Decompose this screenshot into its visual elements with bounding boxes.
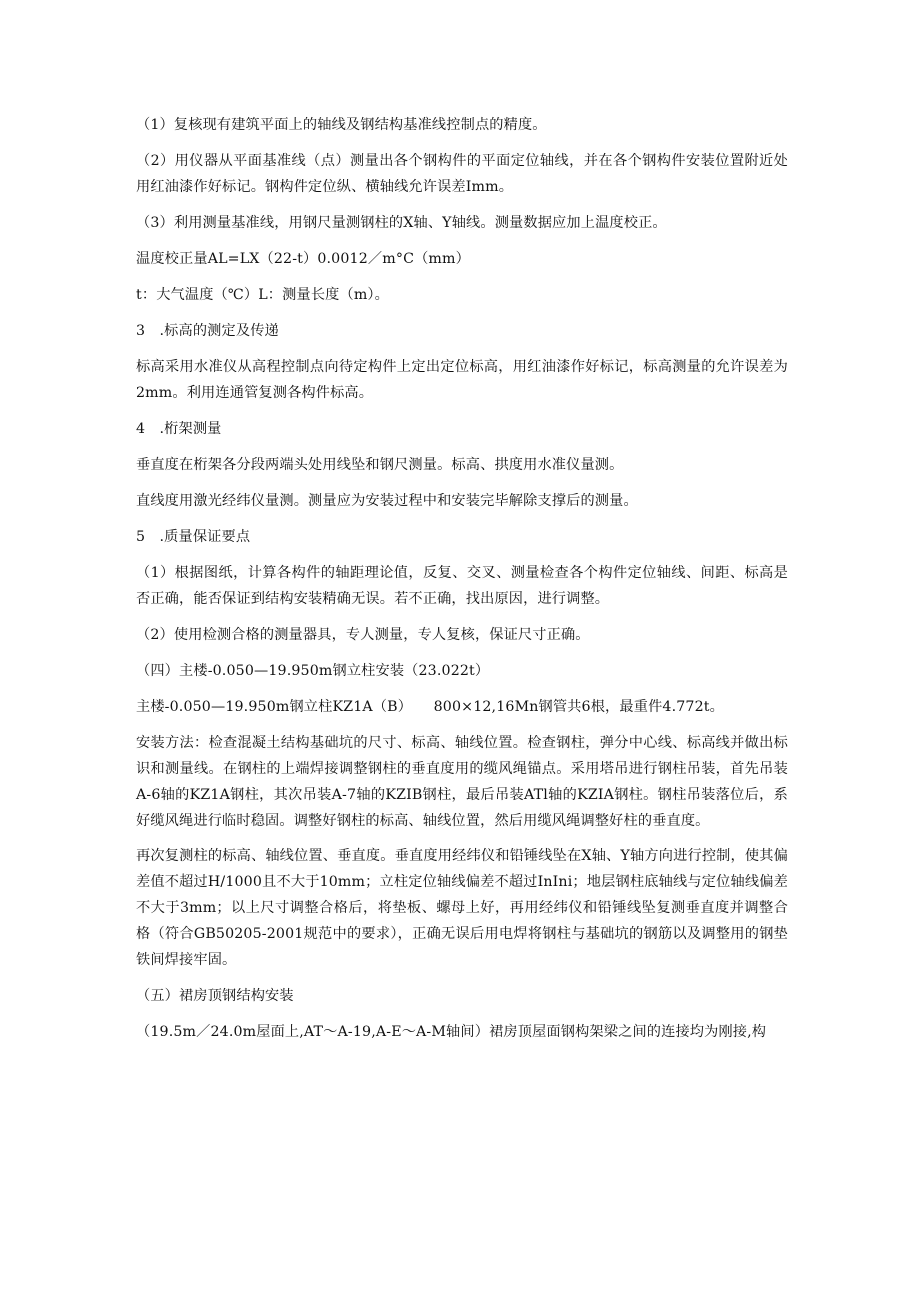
paragraph-install-method: 安装方法：检查混凝土结构基础坑的尺寸、标高、轴线位置。检查钢柱，弹分中心线、标高线并做出标识和测量线。在钢柱的上端焊接调整钢柱的垂直度用的缆风绳锚点。采用塔吊进行钢柱吊装，首先吊装A-6轴的KZ1A钢柱，其次吊装A-7轴的KZIB钢柱，最后吊装ATl轴的KZIA钢柱。钢柱吊装落位后，系好缆风绳进行临时稳固。调整好钢柱的标高、轴线位置，然后用缆风绳调整好柱的垂直度。: [136, 735, 788, 829]
heading-main-column: （四）主楼-0.050—19.950m钢立柱安装（23.022t）: [136, 663, 490, 679]
paragraph-main-column-spec: 主楼-0.050—19.950m钢立柱KZ1A（B） 800×12,16Mn钢管共6根，最重件4.772t。: [136, 699, 724, 715]
paragraph-temperature-legend: t：大气温度（℃）L：测量长度（m）。: [136, 287, 390, 303]
paragraph-elevation: 标高采用水准仪从高程控制点向待定构件上定出定位标高，用红油漆作好标记，标高测量的允许误差为2mm。利用连通管复测各构件标高。: [136, 359, 788, 401]
paragraph-steel-ruler: （3）利用测量基准线，用钢尺量测钢柱的X轴、Y轴线。测量数据应加上温度校正。: [136, 215, 667, 231]
paragraph-review-axis: （1）复核现有建筑平面上的轴线及钢结构基准线控制点的精度。: [136, 117, 547, 133]
paragraph-truss-verticality: 垂直度在桁架各分段两端头处用线坠和钢尺测量。标高、拱度用水准仪量测。: [136, 457, 624, 473]
paragraph-podium-roof: （19.5m／24.0m屋面上,AT～A-19,A-E～A-M轴间）裙房顶屋面钢构架梁之间的连接均为刚接,构: [136, 1024, 767, 1040]
paragraph-truss-straightness: 直线度用激光经纬仪量测。测量应为安装过程中和安装完毕解除支撑后的测量。: [136, 493, 638, 509]
paragraph-recheck: 再次复测柱的标高、轴线位置、垂直度。垂直度用经纬仪和铅锤线坠在X轴、Y轴方向进行控制，使其偏差值不超过H/1000且不大于10mm；立柱定位轴线偏差不超过InIni；地层钢柱底轴线与定位轴线偏差不大于3mm；以上尺寸调整合格后，将垫板、螺母上好，再用经纬仪和铅锤线坠复测垂直度并调整合格（符合GB50205-2001规范中的要求），正确无误后用电焊将钢柱与基础坑的钢筋以及调整用的钢垫铁间焊接牢固。: [136, 848, 788, 968]
heading-quality: 5 .质量保证要点: [136, 529, 251, 545]
paragraph-quality-1: （1）根据图纸，计算各构件的轴距理论值，反复、交叉、测量检查各个构件定位轴线、间距、标高是否正确，能否保证到结构安装精确无误。若不正确，找出原因，进行调整。: [136, 565, 788, 607]
paragraph-measure-axis: （2）用仪器从平面基准线（点）测量出各个钢构件的平面定位轴线，并在各个钢构件安装位置附近处用红油漆作好标记。钢构件定位纵、横轴线允许误差Imm。: [136, 153, 788, 195]
paragraph-quality-2: （2）使用检测合格的测量器具，专人测量，专人复核，保证尺寸正确。: [136, 627, 590, 643]
document-body: [136, 112, 788, 1045]
paragraph-temperature-formula: 温度校正量AL=LX（22-t）0.0012／m°C（mm）: [136, 251, 470, 267]
heading-podium-roof: （五）裙房顶钢结构安装: [136, 988, 294, 1004]
heading-truss: 4 .桁架测量: [136, 421, 222, 437]
heading-elevation: 3 .标高的测定及传递: [136, 323, 279, 339]
